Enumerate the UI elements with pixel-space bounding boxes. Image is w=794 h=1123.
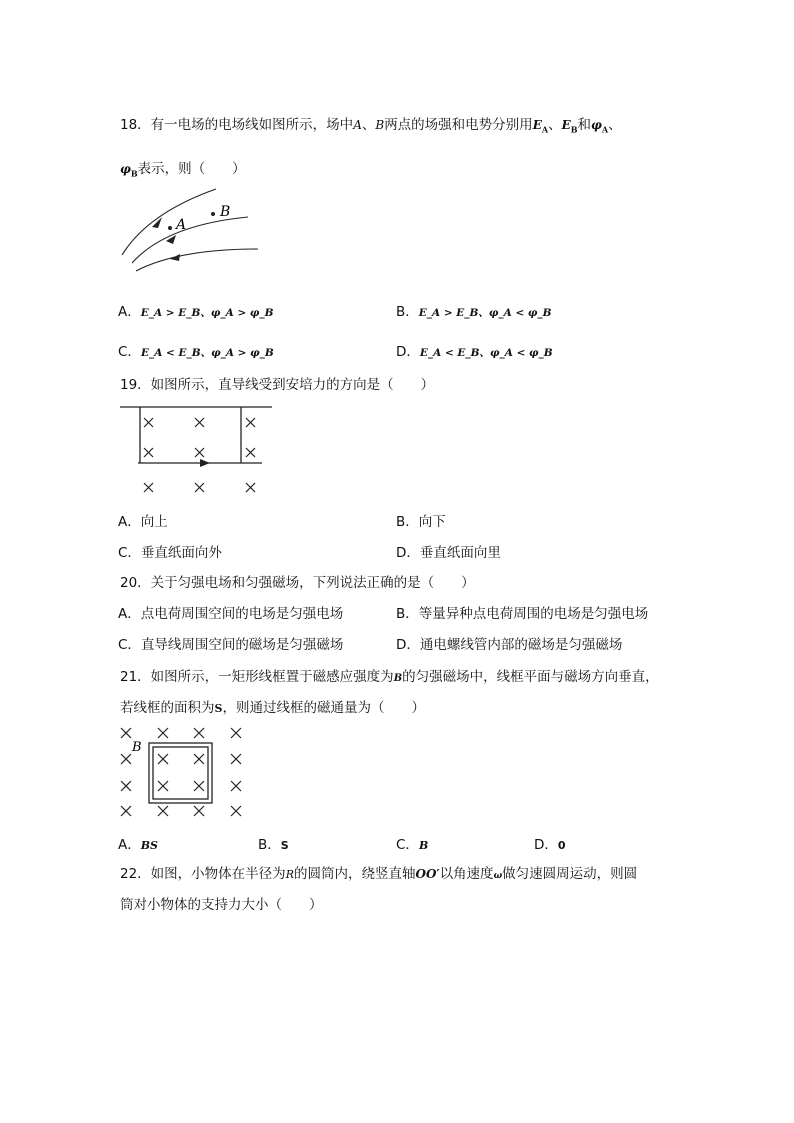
q18-option-b[interactable]: B．E_A > E_B、φ_A < φ_B bbox=[396, 304, 552, 320]
q21-option-d[interactable]: D．0 bbox=[534, 837, 566, 853]
symbol-omega: ω bbox=[493, 871, 503, 881]
q18-stem-line1: 18．有一电场的电场线如图所示，场中A、B两点的场强和电势分别用$E_A$、$E_B$和$\varphi_A$、 bbox=[120, 117, 622, 135]
q20-option-c[interactable]: C．直导线周围空间的磁场是匀强磁场 bbox=[118, 637, 344, 653]
q19-option-a[interactable]: A．向上 bbox=[118, 514, 168, 530]
q22-stem-line1: 22．如图，小物体在半径为R的圆筒内，绕竖直轴OO′以角速度ω做匀速圆周运动，则圆 bbox=[120, 866, 638, 882]
wire-frame-inner bbox=[153, 747, 208, 799]
symbol-phi-b: $\varphi_B$ bbox=[120, 162, 138, 179]
q19-option-c[interactable]: C．垂直纸面向外 bbox=[118, 545, 222, 561]
point-a-dot bbox=[168, 226, 172, 230]
electric-field-diagram bbox=[118, 183, 268, 275]
symbol-e-b: $E_B$ bbox=[561, 118, 578, 135]
arrow-head-2 bbox=[166, 235, 176, 244]
q18-option-d[interactable]: D．E_A < E_B、φ_A < φ_B bbox=[396, 344, 553, 360]
q19-option-b[interactable]: B．向下 bbox=[396, 514, 446, 530]
point-b-symbol: B bbox=[375, 118, 385, 132]
symbol-e-a: $E_A$ bbox=[532, 118, 549, 135]
q21-stem-line2: 若线框的面积为S，则通过线框的磁通量为（ ） bbox=[120, 700, 425, 716]
current-arrow bbox=[200, 459, 210, 467]
symbol-phi-a: $\varphi_A$ bbox=[590, 118, 609, 135]
q21-option-a[interactable]: A．BS bbox=[118, 837, 158, 853]
q21-stem-line1: 21．如图所示，一矩形线框置于磁感应强度为B的匀强磁场中，线框平面与磁场方向垂直， bbox=[120, 669, 659, 685]
fig-label-b: B bbox=[132, 740, 142, 755]
q21-option-c[interactable]: C．B bbox=[396, 837, 429, 853]
q18-stem-line2: $\varphi_B$表示，则（ ） bbox=[120, 161, 246, 179]
wire-frame-outer bbox=[149, 743, 212, 803]
q21-option-b[interactable]: B．S bbox=[258, 837, 289, 853]
field-line-3 bbox=[136, 249, 258, 271]
ampere-force-diagram bbox=[120, 400, 276, 496]
fig-label-a: A bbox=[176, 217, 187, 233]
symbol-r: R bbox=[285, 868, 294, 881]
magnetic-flux-diagram bbox=[118, 724, 248, 820]
q19-stem: 19．如图所示，直导线受到安培力的方向是（ ） bbox=[120, 377, 435, 393]
q19-option-d[interactable]: D．垂直纸面向里 bbox=[396, 545, 501, 561]
magnetic-field-into-page-marks bbox=[144, 418, 255, 492]
point-a-symbol: A bbox=[353, 118, 362, 132]
q20-option-b[interactable]: B．等量异种点电荷周围的电场是匀强电场 bbox=[396, 606, 649, 622]
fig-label-b: B bbox=[220, 204, 231, 220]
q20-option-a[interactable]: A．点电荷周围空间的电场是匀强电场 bbox=[118, 606, 344, 622]
q18-option-a[interactable]: A．E_A > E_B、φ_A > φ_B bbox=[118, 304, 274, 320]
q22-stem-line2: 筒对小物体的支持力大小（ ） bbox=[120, 897, 323, 913]
field-line-1 bbox=[122, 189, 216, 255]
symbol-b: B bbox=[393, 673, 403, 684]
q20-stem: 20．关于匀强电场和匀强磁场，下列说法正确的是（ ） bbox=[120, 575, 475, 591]
point-b-dot bbox=[211, 212, 215, 216]
symbol-s: S bbox=[214, 702, 223, 715]
q18-option-c[interactable]: C．E_A < E_B、φ_A > φ_B bbox=[118, 344, 274, 360]
q20-option-d[interactable]: D．通电螺线管内部的磁场是匀强磁场 bbox=[396, 637, 623, 653]
symbol-axis: OO′ bbox=[415, 867, 440, 881]
